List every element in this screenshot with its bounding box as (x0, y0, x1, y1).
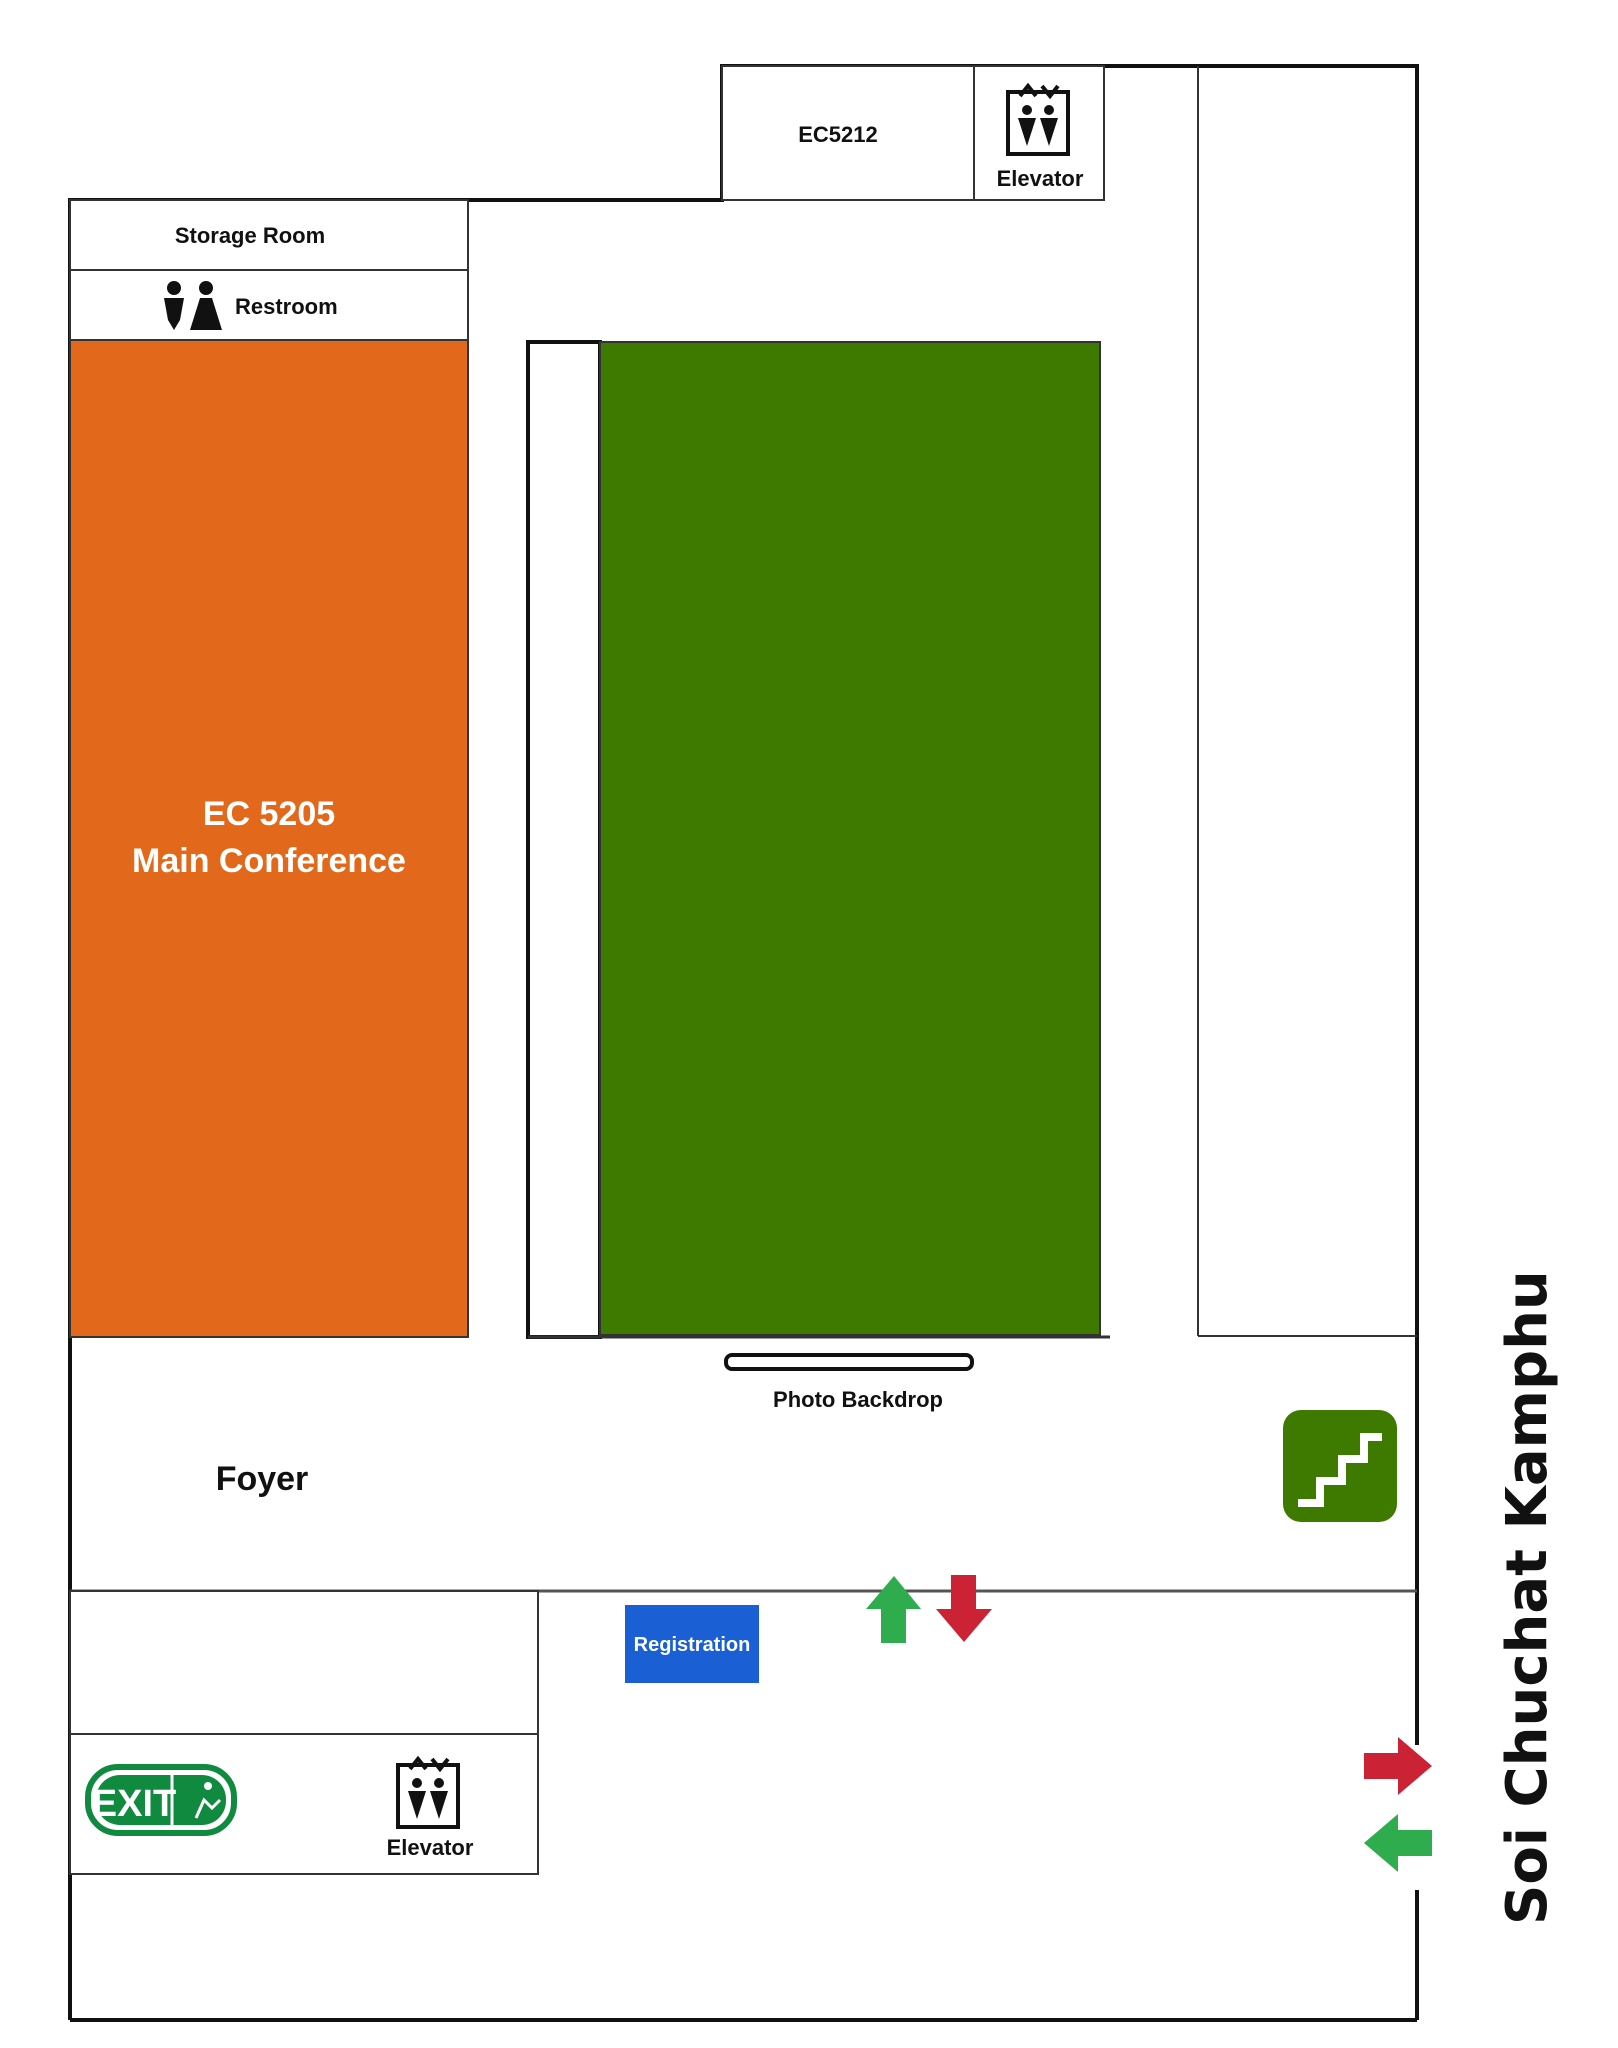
photo-backdrop (726, 1355, 972, 1369)
elevator-bottom-label: Elevator (386, 1835, 474, 1860)
hall-side-strip (528, 342, 600, 1337)
green-hall (600, 342, 1100, 1335)
elevator-top-label: Elevator (996, 166, 1084, 191)
room-ec5212-label: EC5212 (798, 122, 878, 147)
main-conference-label-line1: EC 5205 (202, 795, 336, 833)
foyer-label: Foyer (215, 1460, 309, 1498)
registration-label: Registration (633, 1634, 751, 1656)
entry-arrow-icon (866, 1576, 921, 1643)
main-conference-room (70, 340, 468, 1337)
street-name: Soi Chuchat Kamphu (1495, 1270, 1560, 1925)
stairs-icon (1283, 1410, 1397, 1522)
exit-arrow-icon (1364, 1737, 1432, 1795)
restroom-label: Restroom (235, 294, 338, 319)
exit-sign-text: EXIT (91, 1783, 177, 1825)
storage-room-label: Storage Room (174, 223, 326, 248)
exit-arrow-icon (936, 1575, 992, 1642)
exit-sign-icon (88, 1767, 234, 1833)
lower-left-room (70, 1591, 538, 1734)
entry-arrow-icon (1364, 1814, 1432, 1872)
photo-backdrop-label: Photo Backdrop (773, 1387, 943, 1412)
main-conference-label-line2: Main Conference (132, 842, 406, 880)
